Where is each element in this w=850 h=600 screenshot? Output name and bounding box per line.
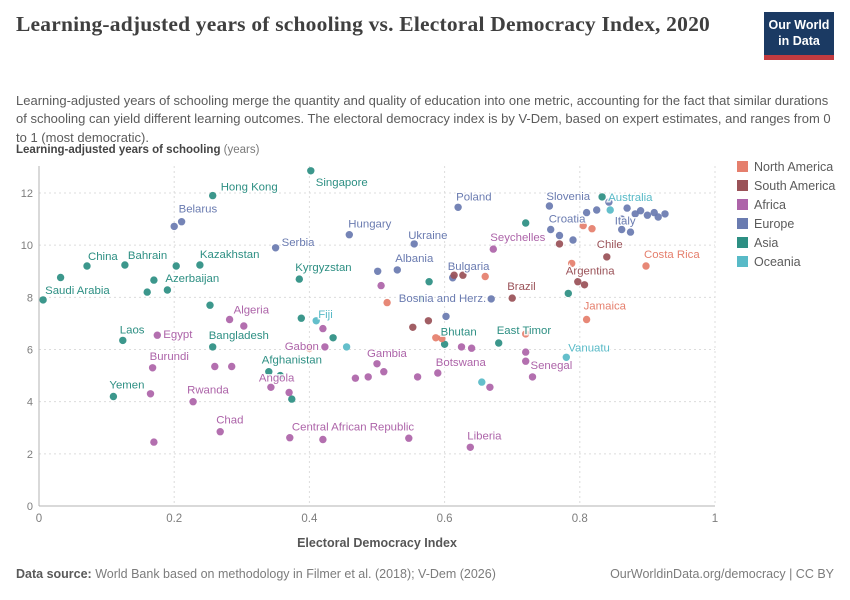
country-label: Fiji [318, 308, 333, 321]
legend-swatch [737, 161, 748, 172]
legend-item-europe[interactable] [737, 217, 794, 231]
country-label: Serbia [281, 236, 315, 249]
country-label: Gambia [367, 347, 407, 360]
country-label: Vanuatu [568, 342, 610, 355]
data-point-laos[interactable] [119, 337, 126, 344]
data-point-hungary[interactable] [346, 231, 353, 238]
y-tick-label: 8 [26, 292, 33, 305]
data-point-egypt[interactable] [154, 332, 161, 339]
data-point[interactable] [377, 282, 384, 289]
data-point[interactable] [458, 343, 465, 350]
data-point[interactable] [329, 334, 336, 341]
country-label: Bosnia and Herz. [398, 292, 487, 305]
country-label: Croatia [548, 213, 586, 226]
data-point-bosnia-and-herz-[interactable] [488, 295, 495, 302]
data-point[interactable] [522, 348, 529, 355]
data-point-argentina[interactable] [574, 278, 581, 285]
data-point-rwanda[interactable] [189, 398, 196, 405]
data-point[interactable] [374, 268, 381, 275]
data-point-botswana[interactable] [434, 369, 441, 376]
data-point-angola[interactable] [267, 384, 274, 391]
legend-swatch [737, 218, 748, 229]
data-point-central-african-republic[interactable] [319, 436, 326, 443]
data-point-kazakhstan[interactable] [196, 261, 203, 268]
legend-label: North America [754, 160, 834, 174]
owid-logo-line1: Our World [768, 18, 830, 32]
legend-label: Europe [754, 217, 795, 231]
legend-label: Asia [754, 236, 779, 250]
data-point[interactable] [319, 325, 326, 332]
data-point[interactable] [409, 324, 416, 331]
legend-swatch [737, 180, 748, 191]
country-label: Belarus [178, 203, 218, 216]
legend-item-oceania[interactable] [737, 255, 801, 269]
country-label: East Timor [496, 325, 552, 337]
data-point[interactable] [661, 210, 668, 217]
country-label: Bulgaria [447, 260, 490, 273]
country-label: Brazil [507, 281, 536, 294]
data-point[interactable] [593, 206, 600, 213]
data-point-gabon[interactable] [321, 343, 328, 350]
page-title: Learning-adjusted years of schooling vs. Electoral Democracy Index, 2020 [16, 12, 710, 36]
x-tick-label: 1 [711, 513, 719, 525]
data-point-albania[interactable] [394, 266, 401, 273]
data-point[interactable] [522, 358, 529, 365]
country-label: Central African Republic [291, 421, 415, 434]
data-point-belarus[interactable] [178, 218, 185, 225]
data-point-seychelles[interactable] [490, 245, 497, 252]
data-point-australia[interactable] [607, 206, 614, 213]
data-point-serbia[interactable] [272, 244, 279, 251]
y-axis-title [16, 144, 259, 156]
data-point-azerbaijan[interactable] [164, 286, 171, 293]
data-point[interactable] [240, 322, 247, 329]
country-label: Bahrain [127, 250, 168, 262]
legend-item-north-america[interactable] [737, 160, 833, 174]
country-label: Seychelles [490, 232, 546, 245]
data-point[interactable] [144, 288, 151, 295]
legend-swatch [737, 199, 748, 210]
data-point[interactable] [171, 223, 178, 230]
y-axis-title-suffix: (years) [220, 144, 260, 156]
country-label: Slovenia [546, 191, 591, 203]
data-point-china[interactable] [83, 262, 90, 269]
x-axis-title: Electoral Democracy Index [297, 536, 457, 550]
data-point[interactable] [57, 274, 64, 281]
data-point-brazil[interactable] [509, 294, 516, 301]
footer [16, 567, 834, 581]
y-axis-title-main: Learning-adjusted years of schooling [16, 144, 221, 156]
data-point-east-timor[interactable] [495, 339, 502, 346]
data-point[interactable] [211, 363, 218, 370]
country-label: Afghanistan [261, 354, 322, 367]
data-point-algeria[interactable] [226, 316, 233, 323]
data-point[interactable] [581, 281, 588, 288]
country-label: Saudi Arabia [45, 284, 110, 297]
data-point[interactable] [286, 434, 293, 441]
country-label: Argentina [565, 265, 615, 278]
data-point[interactable] [380, 368, 387, 375]
data-point[interactable] [352, 375, 359, 382]
data-point-singapore[interactable] [307, 167, 314, 174]
data-point[interactable] [425, 278, 432, 285]
x-tick-label: 0.8 [571, 513, 588, 525]
data-point[interactable] [285, 389, 292, 396]
data-point[interactable] [206, 302, 213, 309]
country-label: Hungary [348, 218, 392, 231]
country-label: Azerbaijan [165, 273, 220, 285]
data-point-senegal[interactable] [529, 373, 536, 380]
y-tick-label: 10 [20, 240, 33, 253]
country-label: Botswana [435, 357, 486, 369]
country-label: Albania [395, 252, 434, 265]
y-tick-label: 2 [26, 448, 33, 461]
legend-item-africa[interactable] [737, 198, 786, 212]
data-point-yemen[interactable] [110, 393, 117, 400]
data-point[interactable] [598, 193, 605, 200]
data-point[interactable] [288, 395, 295, 402]
legend-item-south-america[interactable] [737, 179, 835, 193]
data-point[interactable] [627, 228, 634, 235]
data-point[interactable] [556, 232, 563, 239]
country-label: Jamaica [583, 300, 627, 313]
country-label: Kazakhstan [199, 249, 260, 261]
x-tick-label: 0 [35, 513, 43, 525]
data-point[interactable] [655, 213, 662, 220]
x-tick-label: 0.2 [166, 513, 183, 525]
data-point[interactable] [150, 276, 157, 283]
data-point[interactable] [522, 219, 529, 226]
data-point[interactable] [442, 313, 449, 320]
x-tick-label: 0.4 [301, 513, 318, 525]
data-point[interactable] [150, 438, 157, 445]
country-label: Egypt [163, 329, 193, 342]
y-tick-label: 6 [26, 344, 33, 357]
country-label: Gabon [284, 340, 319, 353]
data-point-kyrgyzstan[interactable] [296, 275, 303, 282]
country-label: Poland [456, 191, 492, 204]
data-point[interactable] [298, 315, 305, 322]
data-point[interactable] [425, 317, 432, 324]
data-point[interactable] [365, 373, 372, 380]
owid-logo[interactable] [764, 12, 834, 60]
legend-swatch [737, 237, 748, 248]
x-tick-label: 0.6 [436, 513, 453, 525]
country-label: Chile [596, 238, 623, 251]
data-point[interactable] [147, 390, 154, 397]
country-label: Yemen [109, 379, 145, 392]
data-point[interactable] [228, 363, 235, 370]
y-tick-label: 0 [26, 501, 33, 513]
data-point[interactable] [173, 262, 180, 269]
data-point-saudi-arabia[interactable] [39, 296, 46, 303]
legend-swatch [737, 256, 748, 267]
data-point-costa-rica[interactable] [642, 262, 649, 269]
legend-label: Africa [754, 198, 786, 212]
owid-logo-line2: in Data [778, 34, 820, 49]
y-tick-label: 12 [20, 188, 33, 201]
country-label: Rwanda [187, 384, 229, 397]
data-point-croatia[interactable] [547, 226, 554, 233]
country-label: Costa Rica [644, 249, 700, 261]
data-point[interactable] [644, 212, 651, 219]
footer-link[interactable]: OurWorldinData.org/democracy | CC BY [610, 567, 834, 581]
data-point[interactable] [478, 378, 485, 385]
data-point-bahrain[interactable] [121, 261, 128, 268]
data-point-gambia[interactable] [373, 360, 380, 367]
data-point[interactable] [565, 290, 572, 297]
data-point-liberia[interactable] [467, 444, 474, 451]
country-label: Bangladesh [208, 329, 269, 342]
country-label: Liberia [467, 430, 502, 443]
country-label: Singapore [315, 176, 368, 189]
country-label: Angola [258, 372, 295, 385]
country-label: Burundi [149, 350, 189, 363]
data-point-chad[interactable] [217, 428, 224, 435]
legend-item-asia[interactable] [737, 236, 778, 250]
country-label: Bhutan [440, 326, 477, 339]
data-point-hong-kong[interactable] [209, 192, 216, 199]
data-point[interactable] [414, 373, 421, 380]
country-label: Algeria [233, 304, 270, 317]
data-source-note: Data source: World Bank based on methodology in Filmer et al. (2018); V-Dem (2026) [16, 567, 496, 581]
scatter-plot [0, 158, 850, 558]
data-point[interactable] [482, 273, 489, 280]
country-label: Chad [216, 414, 244, 427]
y-tick-label: 4 [26, 396, 33, 409]
data-point[interactable] [486, 384, 493, 391]
data-point-burundi[interactable] [149, 364, 156, 371]
data-point[interactable] [588, 225, 595, 232]
data-point[interactable] [468, 345, 475, 352]
data-point[interactable] [637, 207, 644, 214]
country-label: Senegal [530, 359, 573, 372]
data-point[interactable] [383, 299, 390, 306]
data-point-chile[interactable] [603, 253, 610, 260]
data-point[interactable] [556, 240, 563, 247]
country-label: Laos [119, 324, 145, 337]
country-label: Ukraine [408, 229, 448, 242]
data-point[interactable] [405, 435, 412, 442]
data-point[interactable] [623, 204, 630, 211]
chart-subtitle: Learning-adjusted years of schooling merge the quantity and quality of education into one metric, accounting for the fact that similar durations of schooling can yield different learning outcomes. The electoral democracy index is by V-Dem, based on expert estimates, and ranges from 0 to 1 (most democratic). [16, 93, 831, 145]
data-point[interactable] [343, 343, 350, 350]
data-point-poland[interactable] [454, 204, 461, 211]
legend-label: Oceania [754, 255, 801, 269]
data-point-bangladesh[interactable] [209, 343, 216, 350]
country-label: Kyrgyzstan [295, 262, 352, 275]
data-point-slovenia[interactable] [546, 202, 553, 209]
country-label: Australia [608, 192, 653, 204]
country-label: China [88, 251, 118, 263]
data-point-jamaica[interactable] [583, 316, 590, 323]
data-point[interactable] [569, 236, 576, 243]
country-label: Italy [614, 215, 636, 228]
legend-label: South America [754, 179, 836, 193]
country-label: Hong Kong [220, 181, 278, 194]
